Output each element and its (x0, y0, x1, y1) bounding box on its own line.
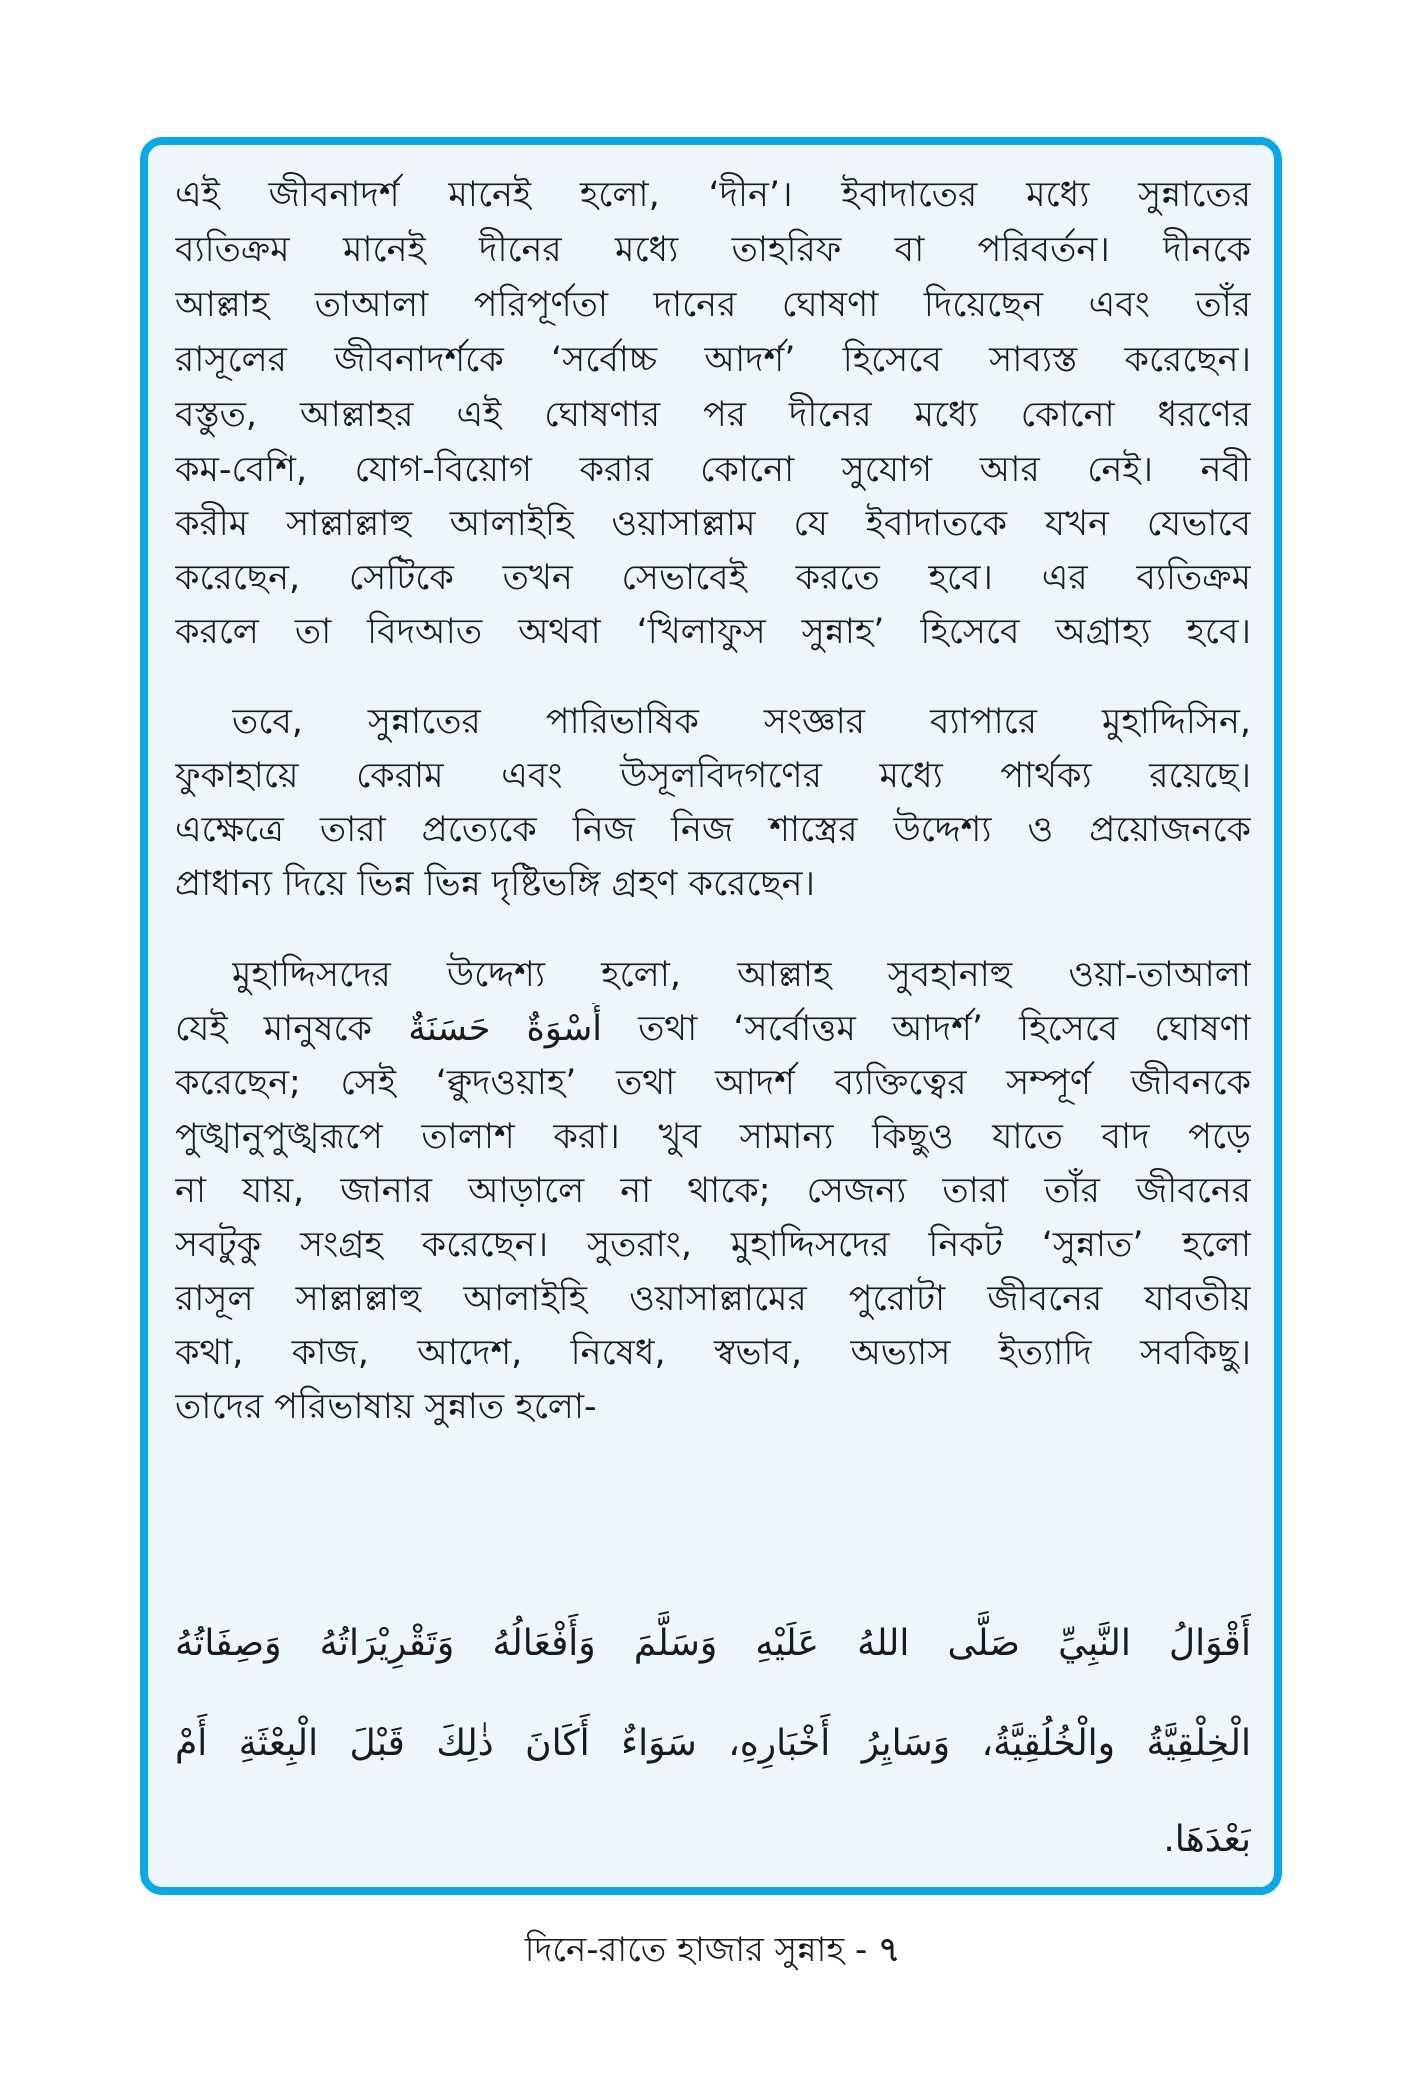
text-line: ফুকাহায়ে কেরাম এবং উসূলবিদগণের মধ্যে পার্থক্য রয়েছে। (175, 756, 1251, 796)
arabic-line: بَعْدَهَا. (1163, 1819, 1251, 1860)
page-number: ৭ (878, 1930, 901, 1970)
text-line: কথা, কাজ, আদেশ, নিষেধ, স্বভাব, অভ্যাস ইত্যাদি সবকিছু। (175, 1333, 1251, 1373)
text-line: সবটুকু সংগ্রহ করেছেন। সুতরাং, মুহাদ্দিসদের নিকট ‘সুন্নাত’ হলো (175, 1225, 1251, 1265)
text-line: কম-বেশি, যোগ-বিয়োগ করার কোনো সুযোগ আর নেই। নবী (175, 450, 1251, 490)
text-line: রাসূল সাল্লাল্লাহু আলাইহি ওয়াসাল্লামের পুরোটা জীবনের যাবতীয় (175, 1279, 1251, 1319)
arabic-line: الْخِلْقِيَّةُ والْخُلُقِيَّةُ، وَسَايِرُ أَخْبَارِهِ، سَوَاءٌ أَكَانَ ذٰلِكَ قَبْلَ الْبِعْثَةِ أَمْ (175, 1723, 1251, 1764)
text-line: যেই মানুষকে أُسْوَةٌ حَسَنَةٌ তথা ‘সর্বোত্তম আদর্শ’ হিসেবে ঘোষণা (175, 1009, 1251, 1049)
text-line: ব্যতিক্রম মানেই দীনের মধ্যে তাহরিফ বা পরিবর্তন। দীনকে (175, 230, 1251, 270)
text-line: করেছেন; সেই ‘ক্বুদওয়াহ’ তথা আদর্শ ব্যক্তিত্বের সম্পূর্ণ জীবনকে (175, 1063, 1251, 1103)
text-line: তবে, সুন্নাতের পারিভাষিক সংজ্ঞার ব্যাপারে মুহাদ্দিসিন, (232, 702, 1251, 742)
page-footer (0, 1925, 1425, 1975)
text-line: না যায়, জানার আড়ালে না থাকে; সেজন্য তারা তাঁর জীবনের (175, 1171, 1251, 1211)
text-line: প্রাধান্য দিয়ে ভিন্ন ভিন্ন দৃষ্টিভঙ্গি গ্রহণ করেছেন। (175, 864, 815, 904)
running-title: দিনে-রাতে হাজার সুন্নাহ - (524, 1930, 868, 1970)
text-line: আল্লাহ তাআলা পরিপূর্ণতা দানের ঘোষণা দিয়েছেন এবং তাঁর (175, 285, 1251, 325)
text-line: এই জীবনাদর্শ মানেই হলো, ‘দীন’। ইবাদাতের মধ্যে সুন্নাতের (175, 175, 1251, 215)
text-line: করেছেন, সেটিকে তখন সেভাবেই করতে হবে। এর ব্যতিক্রম (175, 558, 1251, 598)
text-line: করীম সাল্লাল্লাহু আলাইহি ওয়াসাল্লাম যে ইবাদাতকে যখন যেভাবে (175, 504, 1251, 544)
text-line: করলে তা বিদআত অথবা ‘খিলাফুস সুন্নাহ’ হিসেবে অগ্রাহ্য হবে। (175, 612, 1251, 652)
text-line: বস্তুত, আল্লাহর এই ঘোষণার পর দীনের মধ্যে কোনো ধরণের (175, 395, 1251, 435)
text-line: তাদের পরিভাষায় সুন্নাত হলো- (175, 1387, 597, 1427)
text-line: এক্ষেত্রে তারা প্রত্যেকে নিজ নিজ শাস্ত্রের উদ্দেশ্য ও প্রয়োজনকে (175, 810, 1251, 850)
arabic-line: أَقْوَالُ النَّبِيِّ صَلَّى اللهُ عَلَيْهِ وَسَلَّمَ وَأَفْعَالُهُ وَتَقْرِيْرَاتُهُ وَصِفَاتُهُ (175, 1623, 1251, 1664)
text-line: রাসূলের জীবনাদর্শকে ‘সর্বোচ্চ আদর্শ’ হিসেবে সাব্যস্ত করেছেন। (175, 340, 1251, 380)
text-line: পুঙ্খানুপুঙ্খরূপে তালাশ করা। খুব সামান্য কিছুও যাতে বাদ পড়ে (175, 1117, 1251, 1157)
text-line: মুহাদ্দিসদের উদ্দেশ্য হলো, আল্লাহ সুবহানাহু ওয়া-তাআলা (232, 955, 1251, 995)
